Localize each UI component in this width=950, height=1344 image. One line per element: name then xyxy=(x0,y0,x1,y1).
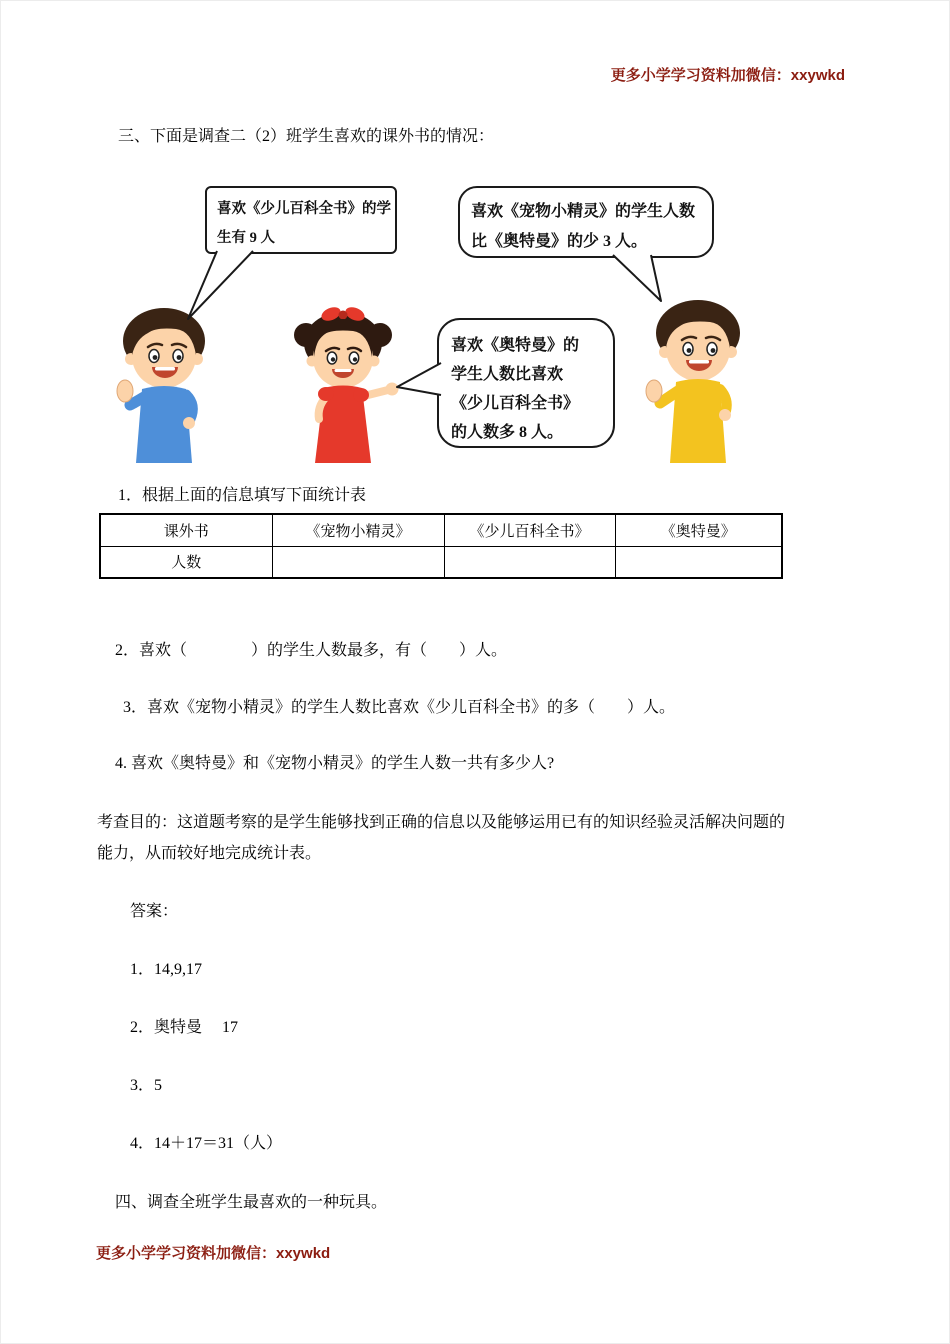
blank-cell-3 xyxy=(615,546,782,578)
exam-purpose-paragraph: 考查目的：这道题考察的是学生能够找到正确的信息以及能够运用已有的知识经验灵活解决问题的能力，从而较好地完成统计表。 xyxy=(97,814,786,862)
bubble1-line2: 生有 9 人 xyxy=(217,230,275,246)
statistics-table xyxy=(99,513,783,579)
bubble3-line3: 《少儿百科全书》 xyxy=(451,395,580,412)
boy-yellow-illustration xyxy=(646,300,740,463)
header-cell-encyclopedia: 《少儿百科全书》 xyxy=(444,514,615,546)
girl-red-illustration xyxy=(294,305,399,463)
speech-bubble1-text xyxy=(217,195,391,253)
header-note: 更多小学学习资料加微信：xxywkd xyxy=(610,67,845,84)
question2-text: 2．喜欢（ ）的学生人数最多，有（ ）人。 xyxy=(115,642,508,659)
bubble2-line1: 喜欢《宠物小精灵》的学生人数 xyxy=(471,203,696,220)
speech-bubble3-text xyxy=(451,331,579,447)
bubble1-line1: 喜欢《少儿百科全书》的学 xyxy=(217,201,391,217)
header-cell-pokemon: 《宠物小精灵》 xyxy=(272,514,444,546)
bubble3-line1: 喜欢《奥特曼》的 xyxy=(451,337,580,354)
section4-heading: 四、调查全班学生最喜欢的一种玩具。 xyxy=(115,1194,388,1211)
bubble3-line4: 的人数多 8 人。 xyxy=(451,424,564,441)
section3-heading: 三、下面是调查二（2）班学生喜欢的课外书的情况： xyxy=(118,128,495,145)
row-label-count: 人数 xyxy=(100,546,272,578)
speech-bubble2-text xyxy=(471,197,695,257)
header-cell-ultraman: 《奥特曼》 xyxy=(615,514,782,546)
bubble2-line2: 比《奥特曼》的少 3 人。 xyxy=(471,233,648,250)
blank-cell-1 xyxy=(272,546,444,578)
answer-4: 4．14＋17＝31（人） xyxy=(130,1135,283,1152)
question3-text: 3．喜欢《宠物小精灵》的学生人数比喜欢《少儿百科全书》的多（ ）人。 xyxy=(123,699,676,716)
table-data-row xyxy=(100,546,782,578)
question1-label: 1．根据上面的信息填写下面统计表 xyxy=(118,487,367,504)
boy-blue-illustration xyxy=(117,308,205,463)
table-header-row xyxy=(100,514,782,546)
header-cell-books: 课外书 xyxy=(100,514,272,546)
answer-3: 3．5 xyxy=(130,1077,163,1094)
question4-text: 4. 喜欢《奥特曼》和《宠物小精灵》的学生人数一共有多少人? xyxy=(115,755,555,772)
answers-label: 答案： xyxy=(130,903,179,920)
bubble3-line2: 学生人数比喜欢 xyxy=(451,366,564,383)
answer-2: 2．奥特曼 17 xyxy=(130,1019,239,1036)
blank-cell-2 xyxy=(444,546,615,578)
answer-1: 1．14,9,17 xyxy=(130,961,203,978)
footer-note: 更多小学学习资料加微信：xxywkd xyxy=(96,1245,331,1262)
